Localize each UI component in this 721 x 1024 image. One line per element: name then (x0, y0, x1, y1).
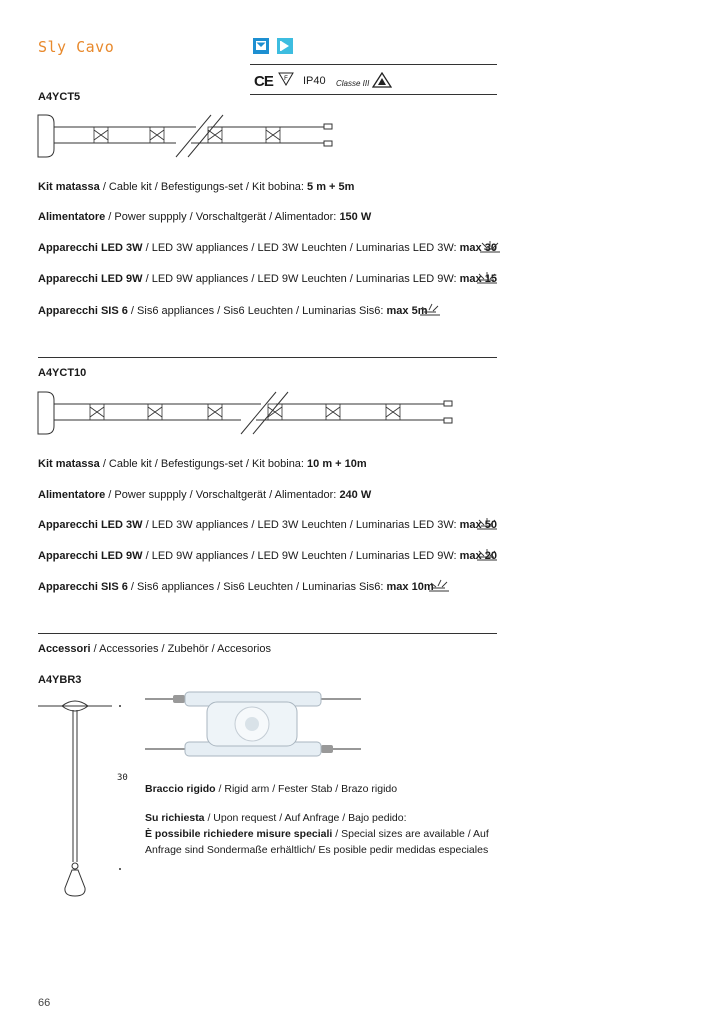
svg-text:F: F (284, 76, 288, 82)
dimension-label: 30 (117, 773, 128, 783)
rigid-arm-drawing (36, 694, 136, 909)
spec-row-1-4: Apparecchi LED 9W / LED 9W appliances / LED 9W Leuchten / Luminarias LED 9W: max 15 (38, 273, 497, 285)
product-title: Sly Cavo (38, 38, 115, 56)
class-iii-icon (372, 72, 392, 93)
product-code-2: A4YCT10 (38, 367, 87, 379)
led3w-lamp-icon (475, 517, 499, 536)
header-rule-top (250, 64, 497, 65)
spec-row-2-4: Apparecchi LED 9W / LED 9W appliances / LED 9W Leuchten / Luminarias LED 9W: max 20 (38, 550, 497, 562)
spec-row-1-3: Apparecchi LED 3W / LED 3W appliances / LED 3W Leuchten / Luminarias LED 3W: max 30 (38, 242, 497, 254)
sis6-lamp-icon (427, 579, 451, 598)
classe-label: Classe III (336, 79, 370, 88)
special-sizes-line-1: È possibile richiedere misure speciali / Special sizes are available / Auf (145, 828, 489, 840)
spec-row-2-2: Alimentatore / Power suppply / Vorschaltgerät / Alimentador: 240 W (38, 489, 372, 501)
spec-row-2-5: Apparecchi SIS 6 / Sis6 appliances / Sis6 Leuchten / Luminarias Sis6: max 10m (38, 581, 434, 593)
product-code-1: A4YCT5 (38, 91, 81, 103)
led9w-lamp-icon (475, 548, 499, 567)
spec-row-1-5: Apparecchi SIS 6 / Sis6 appliances / Sis6 Leuchten / Luminarias Sis6: max 5m (38, 305, 428, 317)
page-number: 66 (38, 997, 51, 1009)
accessories-heading: Accessori / Accessories / Zubehör / Accesorios (38, 643, 271, 655)
rigid-arm-description: Braccio rigido / Rigid arm / Fester Stab / Brazo rigido (145, 783, 398, 795)
f-mark-icon (278, 72, 294, 91)
request-line: Su richiesta / Upon request / Auf Anfrage / Bajo pedido: (145, 812, 407, 824)
spec-row-1-2: Alimentatore / Power suppply / Vorschaltgerät / Alimentador: 150 W (38, 211, 372, 223)
led-module-photo (145, 690, 363, 763)
cable-diagram-2 (36, 390, 456, 441)
header-rule-bottom (250, 94, 497, 95)
wall-mount-icon (277, 38, 293, 59)
special-sizes-line-2: Anfrage sind Sondermaße erhältlich/ Es posible pedir medidas especiales (145, 844, 489, 856)
section-rule-3 (38, 633, 497, 634)
spec-row-1-1: Kit matassa / Cable kit / Befestigungs-set / Kit bobina: 5 m + 5m (38, 181, 355, 193)
sis6-lamp-icon (418, 303, 442, 322)
spec-row-2-3: Apparecchi LED 3W / LED 3W appliances / LED 3W Leuchten / Luminarias LED 3W: max 50 (38, 519, 497, 531)
ceiling-mount-icon (253, 38, 269, 59)
led3w-lamp-icon (478, 240, 502, 259)
cable-diagram-1 (36, 113, 336, 164)
led9w-lamp-icon (475, 271, 499, 290)
spec-row-2-1: Kit matassa / Cable kit / Befestigungs-set / Kit bobina: 10 m + 10m (38, 458, 367, 470)
accessory-code: A4YBR3 (38, 674, 82, 686)
ip-rating: IP40 (303, 75, 326, 87)
section-rule-2 (38, 357, 497, 358)
ce-mark: CE (254, 73, 273, 90)
